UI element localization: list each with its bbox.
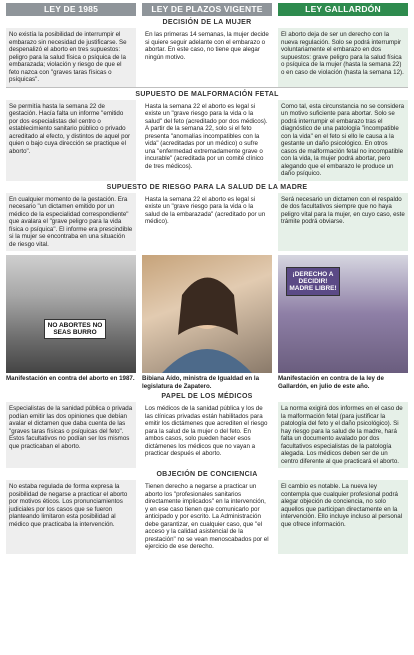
cell-decision-1985: No existía la posibilidad de interrumpir el embarazo sin necesidad de justificarse. Se despenalizó el aborto en tres supuestos: peligro para la salud física o psíquica de la embarazada; violación y riesgo de que el feto nazca con "graves taras físicas o psíquicas". <box>6 28 136 87</box>
portrait-illustration <box>142 255 272 373</box>
protest-sign: ¡DERECHO A DECIDIR! MADRE LIBRE! <box>286 267 340 296</box>
header-ley-gallardon: LEY GALLARDÓN <box>278 3 408 16</box>
photo-caption-1987: Manifestación en contra del aborto en 1987. <box>6 375 135 382</box>
cell-riesgo-gallardon: Será necesario un dictamen con el respaldo de dos facultativos siempre que no haya peligro vital para la mujer, en cuyo caso, este trámite podrá obviarse. <box>278 193 408 252</box>
cell-decision-plazos: En las primeras 14 semanas, la mujer decide si quiere seguir adelante con el embarazo o abortar. En este caso, no tiene que alegar ningún motivo. <box>142 28 272 87</box>
cell-malformacion-gallardon: Como tal, esta circunstancia no se considera un motivo suficiente para abortar. Solo se podrá interrumpir el embarazo tras el diagnóstico de una patología "incompatible con la vida" en el feto si ello le causa a la gestante un daño psicológico. En otros casos de malformación fetal no incompatible con la vida, la mujer podrá abortar, pero alegando que el embarazo le produce un daño psíquico. <box>278 100 408 181</box>
column-headers <box>0 0 414 16</box>
photo-caption-gallardon: Manifestación en contra de la ley de Gallardón, en julio de este año. <box>278 375 384 390</box>
section-row-medicos <box>0 402 414 468</box>
section-title-decision: DECISIÓN DE LA MUJER <box>162 19 252 26</box>
section-row-decision <box>0 28 414 87</box>
cell-medicos-1985: Especialistas de la sanidad pública o privada podían emitir las dos opiniones que debían avalar el dictamen que daba cuenta de las "graves taras físicas o psíquicas del feto". Estos facultativos no podían ser los mismos que practicaban el aborto. <box>6 402 136 468</box>
photo-row <box>0 255 414 373</box>
cell-riesgo-plazos: Hasta la semana 22 el aborto es legal si existe un "grave riesgo para la vida o la salud de la embarazada" (acreditado por un médico). <box>142 193 272 252</box>
bibiana-aido-photo <box>142 255 272 373</box>
cell-objecion-1985: No estaba regulada de forma expresa la posibilidad de negarse a practicar el aborto por motivos éticos. Los pronunciamientos judiciales por los casos que se fueron planteando limitaron esta posibilidad al médico que practicaba la intervención. <box>6 480 136 554</box>
section-row-riesgo-madre <box>0 193 414 252</box>
section-row-objecion <box>0 480 414 554</box>
caption-row <box>0 373 414 390</box>
protest-sign: NO ABORTES NO SEAS BURRO <box>44 319 106 339</box>
cell-malformacion-plazos: Hasta la semana 22 el aborto es legal si existe un "grave riesgo para la vida o la salud" del feto (acreditado por dos médicos). A partir de la semana 22, solo si el feto presenta "anomalías incompatibles con la vida" (acreditadas por un médico) o sufre una "enfermedad extremadamente grave o incurable" (acreditada por un comité clínico de tres médicos). <box>142 100 272 181</box>
section-title-malformacion: SUPUESTO DE MALFORMACIÓN FETAL <box>135 90 279 98</box>
cell-objecion-gallardon: El cambio es notable. La nueva ley contempla que cualquier profesional podrá alegar objeción de conciencia, no solo aquellos que participan directamente en la intervención. Ello incluye incluso al personal que ofrece información. <box>278 480 408 554</box>
cell-medicos-plazos: Los médicos de la sanidad pública y los de las clínicas privadas están habilitados para emitir los dictámenes que acrediten el riesgo para la salud de la mujer o del feto. En ambos casos, solo pueden hacer esos dictámenes los médicos que no vayan a practicar después el aborto. <box>142 402 272 468</box>
section-row-malformacion <box>0 100 414 181</box>
header-ley-1985: LEY DE 1985 <box>6 3 136 16</box>
protest-gallardon-photo <box>278 255 408 373</box>
cell-objecion-plazos: Tienen derecho a negarse a practicar un aborto los "profesionales sanitarios directamente implicados" en la intervención, y en ese caso tienen que comunicarlo por anticipado y por escrito. La Administración debe garantizar, en cualquier caso, que "el acceso y la calidad asistencial de la prestación" no se vean menoscabados por el ejercicio de ese derecho. <box>142 480 272 554</box>
protest-1987-photo <box>6 255 136 373</box>
cell-riesgo-1985: En cualquier momento de la gestación. Era necesario "un dictamen emitido por un médico de la especialidad correspondiente" que avalara el "grave peligro para la vida física o psíquica". El informe era prescindible si la mujer se encontraba en una situación de riesgo vital. <box>6 193 136 252</box>
cell-decision-gallardon: El aborto deja de ser un derecho con la nueva regulación. Solo se podrá interrumpir voluntariamente el embarazo en dos supuestos: grave peligro para la salud física o psíquica de la mujer (hasta la semana 22) o en caso de violación (hasta la semana 12). <box>278 28 408 87</box>
header-ley-plazos: LEY DE PLAZOS VIGENTE <box>142 3 272 16</box>
section-title-medicos: PAPEL DE LOS MÉDICOS <box>161 393 253 400</box>
section-title-objecion: OBJECIÓN DE CONCIENCIA <box>156 471 258 478</box>
cell-medicos-gallardon: La norma exigirá dos informes en el caso de la malformación fetal (para justificar la patología del feto y el daño psicológico). Si hay riesgo para la salud de la madre, hará falta un documento avalado por dos facultativos especialistas de la patología alegada. Los médicos deben ser de un centro diferente al que practicará el aborto. <box>278 402 408 468</box>
cell-malformacion-1985: Se permitía hasta la semana 22 de gestación. Hacía falta un informe "emitido por dos especialistas del centro o establecimiento sanitario público o privado acreditado al efecto, y distintos de aquel por quien o bajo cuya dirección se practique el aborto". <box>6 100 136 181</box>
photo-caption-aido: Bibiana Aído, ministra de Igualdad en la legislatura de Zapatero. <box>142 375 260 390</box>
section-title-riesgo-madre: SUPUESTO DE RIESGO PARA LA SALUD DE LA MADRE <box>106 183 308 191</box>
